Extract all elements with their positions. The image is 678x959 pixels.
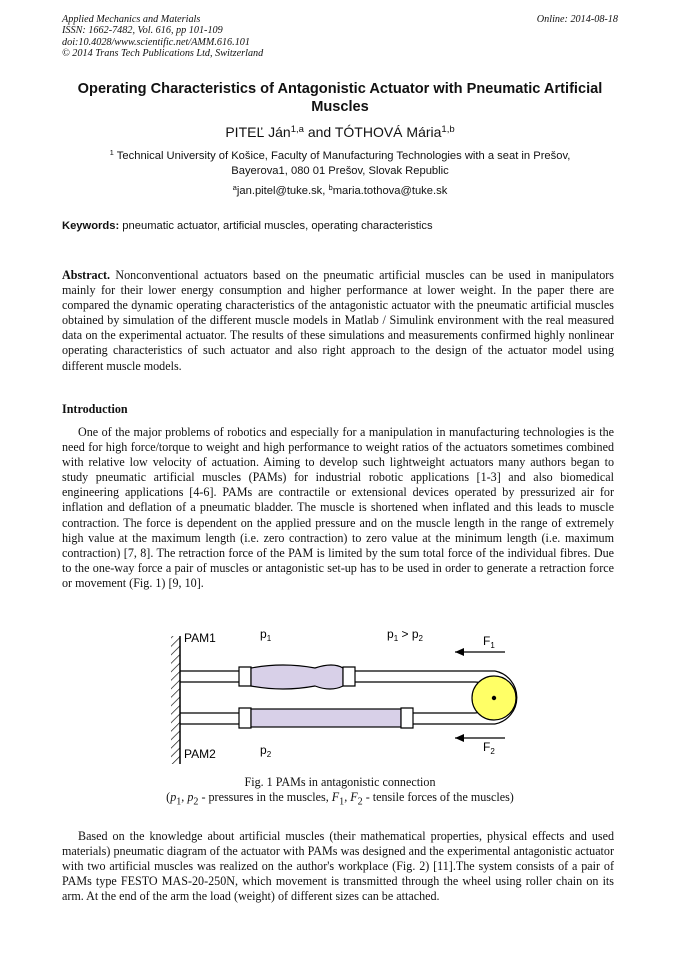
caption-line-2: ($p_1$, $p_2$ - pressures in the muscles, $F_1$, $F_2$ - tensile forces of the muscles) bbox=[166, 790, 514, 808]
keywords-label: Keywords: bbox=[62, 220, 120, 232]
doi-line: doi:10.4028/www.scientific.net/AMM.616.101 bbox=[62, 36, 250, 48]
muscle-2-body bbox=[251, 709, 401, 727]
figure-1 bbox=[165, 618, 525, 773]
pam-antagonistic-diagram bbox=[165, 618, 525, 773]
online-date: Online: 2014-08-18 bbox=[536, 14, 618, 25]
label-pam1: PAM1 bbox=[184, 631, 216, 645]
journal-name: Applied Mechanics and Materials bbox=[62, 14, 201, 25]
intro-paragraph-2: Based on the knowledge about artificial muscles (their mathematical properties, physical effects and used materials) pneumatic diagram of the actuator with PAMs was designed and the experimental antagonistic actuator with two artificial muscles was realized on the author's workplace (Fig. 2) [11].The system consists of a pair of PAMs type FESTO MAS-20-250N, which movement is transmitted through the wheel using roller chain on its arm. At the end of the arm the load (weight) of different sizes can be attached. bbox=[62, 829, 614, 904]
abstract-label: Abstract. bbox=[62, 268, 111, 282]
figure-1-caption bbox=[62, 775, 618, 809]
section-heading-introduction: Introduction bbox=[62, 402, 128, 416]
muscle-1-left-cap bbox=[239, 667, 251, 686]
author-2: TÓTHOVÁ Mária bbox=[334, 124, 442, 140]
muscle-2-right-cap bbox=[401, 708, 413, 728]
email-a-sup: a bbox=[232, 182, 237, 192]
wheel-axle bbox=[492, 696, 496, 700]
author-2-sup: 1,b bbox=[441, 123, 455, 135]
label-f2: $F_2$ bbox=[483, 740, 495, 756]
email-a: jan.pitel@tuke.sk, bbox=[236, 185, 329, 197]
author-and: and bbox=[303, 124, 335, 140]
label-pressure-relation: $p_1 > p_2$ bbox=[387, 627, 423, 643]
label-f1: $F_1$ bbox=[483, 634, 495, 650]
affiliation-line-1: Technical University of Košice, Faculty of Manufacturing Technologies with a seat in Prešov, bbox=[113, 150, 571, 162]
copyright-line: © 2014 Trans Tech Publications Ltd, Switzerland bbox=[62, 48, 264, 60]
intro-paragraph-1: One of the major problems of robotics and especially for a manipulation in manufacturing technologies is the need for high force/torque to weight and high performance to weight ratios of the actuators sometimes combined with relative low velocity of actuation. Aiming to develop such lightweight actuators many authors began to study pneumatic artificial muscles (PAMs) for industrial robotic applications [1-3] and also biomedical engineering applications [4-6]. PAMs are contractile or extensional devices operated by pressurized air for inflation and deflation of a pneumatic bladder. The muscle is shortened when inflated and this leads to muscle contraction. The force is dependent on the applied pressure and on the muscle length in the range of extremely high value at the maximum length (i.e. zero contraction) to zero value at the minimum length (i.e. maximum contraction) [7, 8]. The retraction force of the PAM is limited by the sum total force of the individual fibres. Due to the one-way force a pair of muscles or antagonistic set-up has to be used in order to generate a retraction force or movement (Fig. 1) [9, 10]. bbox=[62, 425, 614, 590]
muscle-1-body bbox=[251, 665, 343, 689]
abstract bbox=[62, 268, 614, 374]
label-p2: $p_2$ bbox=[260, 743, 272, 759]
paper-title: Operating Characteristics of Antagonistic Actuator with Pneumatic Artificial Muscles bbox=[77, 81, 603, 115]
keywords-text: pneumatic actuator, artificial muscles, operating characteristics bbox=[119, 220, 433, 232]
journal-header bbox=[62, 14, 618, 60]
email-b: maria.tothova@tuke.sk bbox=[332, 185, 448, 197]
abstract-text: Nonconventional actuators based on the pneumatic artificial muscles can be used in manipulators mainly for their lower energy consumption and higher performance at lower weight. In the paper there are compared the dynamic operating characteristics of the antagonistic actuator with the pneumatic artificial muscles obtained by simulation of the different muscle models in Matlab / Simulink environment with the real measured data on the experimental actuator. The results of these simulations and measurements confirmed highly nonlinear operating characteristics of such actuator and also right approach to the design of the actuator model using different muscle models. bbox=[62, 268, 614, 373]
label-pam2: PAM2 bbox=[184, 747, 216, 761]
email-b-sup: b bbox=[328, 182, 333, 192]
email-line bbox=[62, 184, 618, 198]
author-line bbox=[62, 123, 618, 141]
muscle-2-left-cap bbox=[239, 708, 251, 728]
wall-hatch bbox=[171, 636, 180, 764]
caption-line-1: Fig. 1 PAMs in antagonistic connection bbox=[244, 775, 436, 789]
affiliation-sup: 1 bbox=[109, 147, 114, 157]
issn-line: ISSN: 1662-7482, Vol. 616, pp 101-109 bbox=[62, 25, 223, 37]
label-p1: $p_1$ bbox=[260, 627, 272, 643]
keywords bbox=[62, 219, 618, 233]
author-1: PITEĽ Ján bbox=[225, 124, 291, 140]
affiliation bbox=[62, 149, 618, 179]
affiliation-line-2: Bayerova1, 080 01 Prešov, Slovak Republic bbox=[231, 164, 449, 177]
muscle-1-right-cap bbox=[343, 667, 355, 686]
author-1-sup: 1,a bbox=[290, 123, 304, 135]
